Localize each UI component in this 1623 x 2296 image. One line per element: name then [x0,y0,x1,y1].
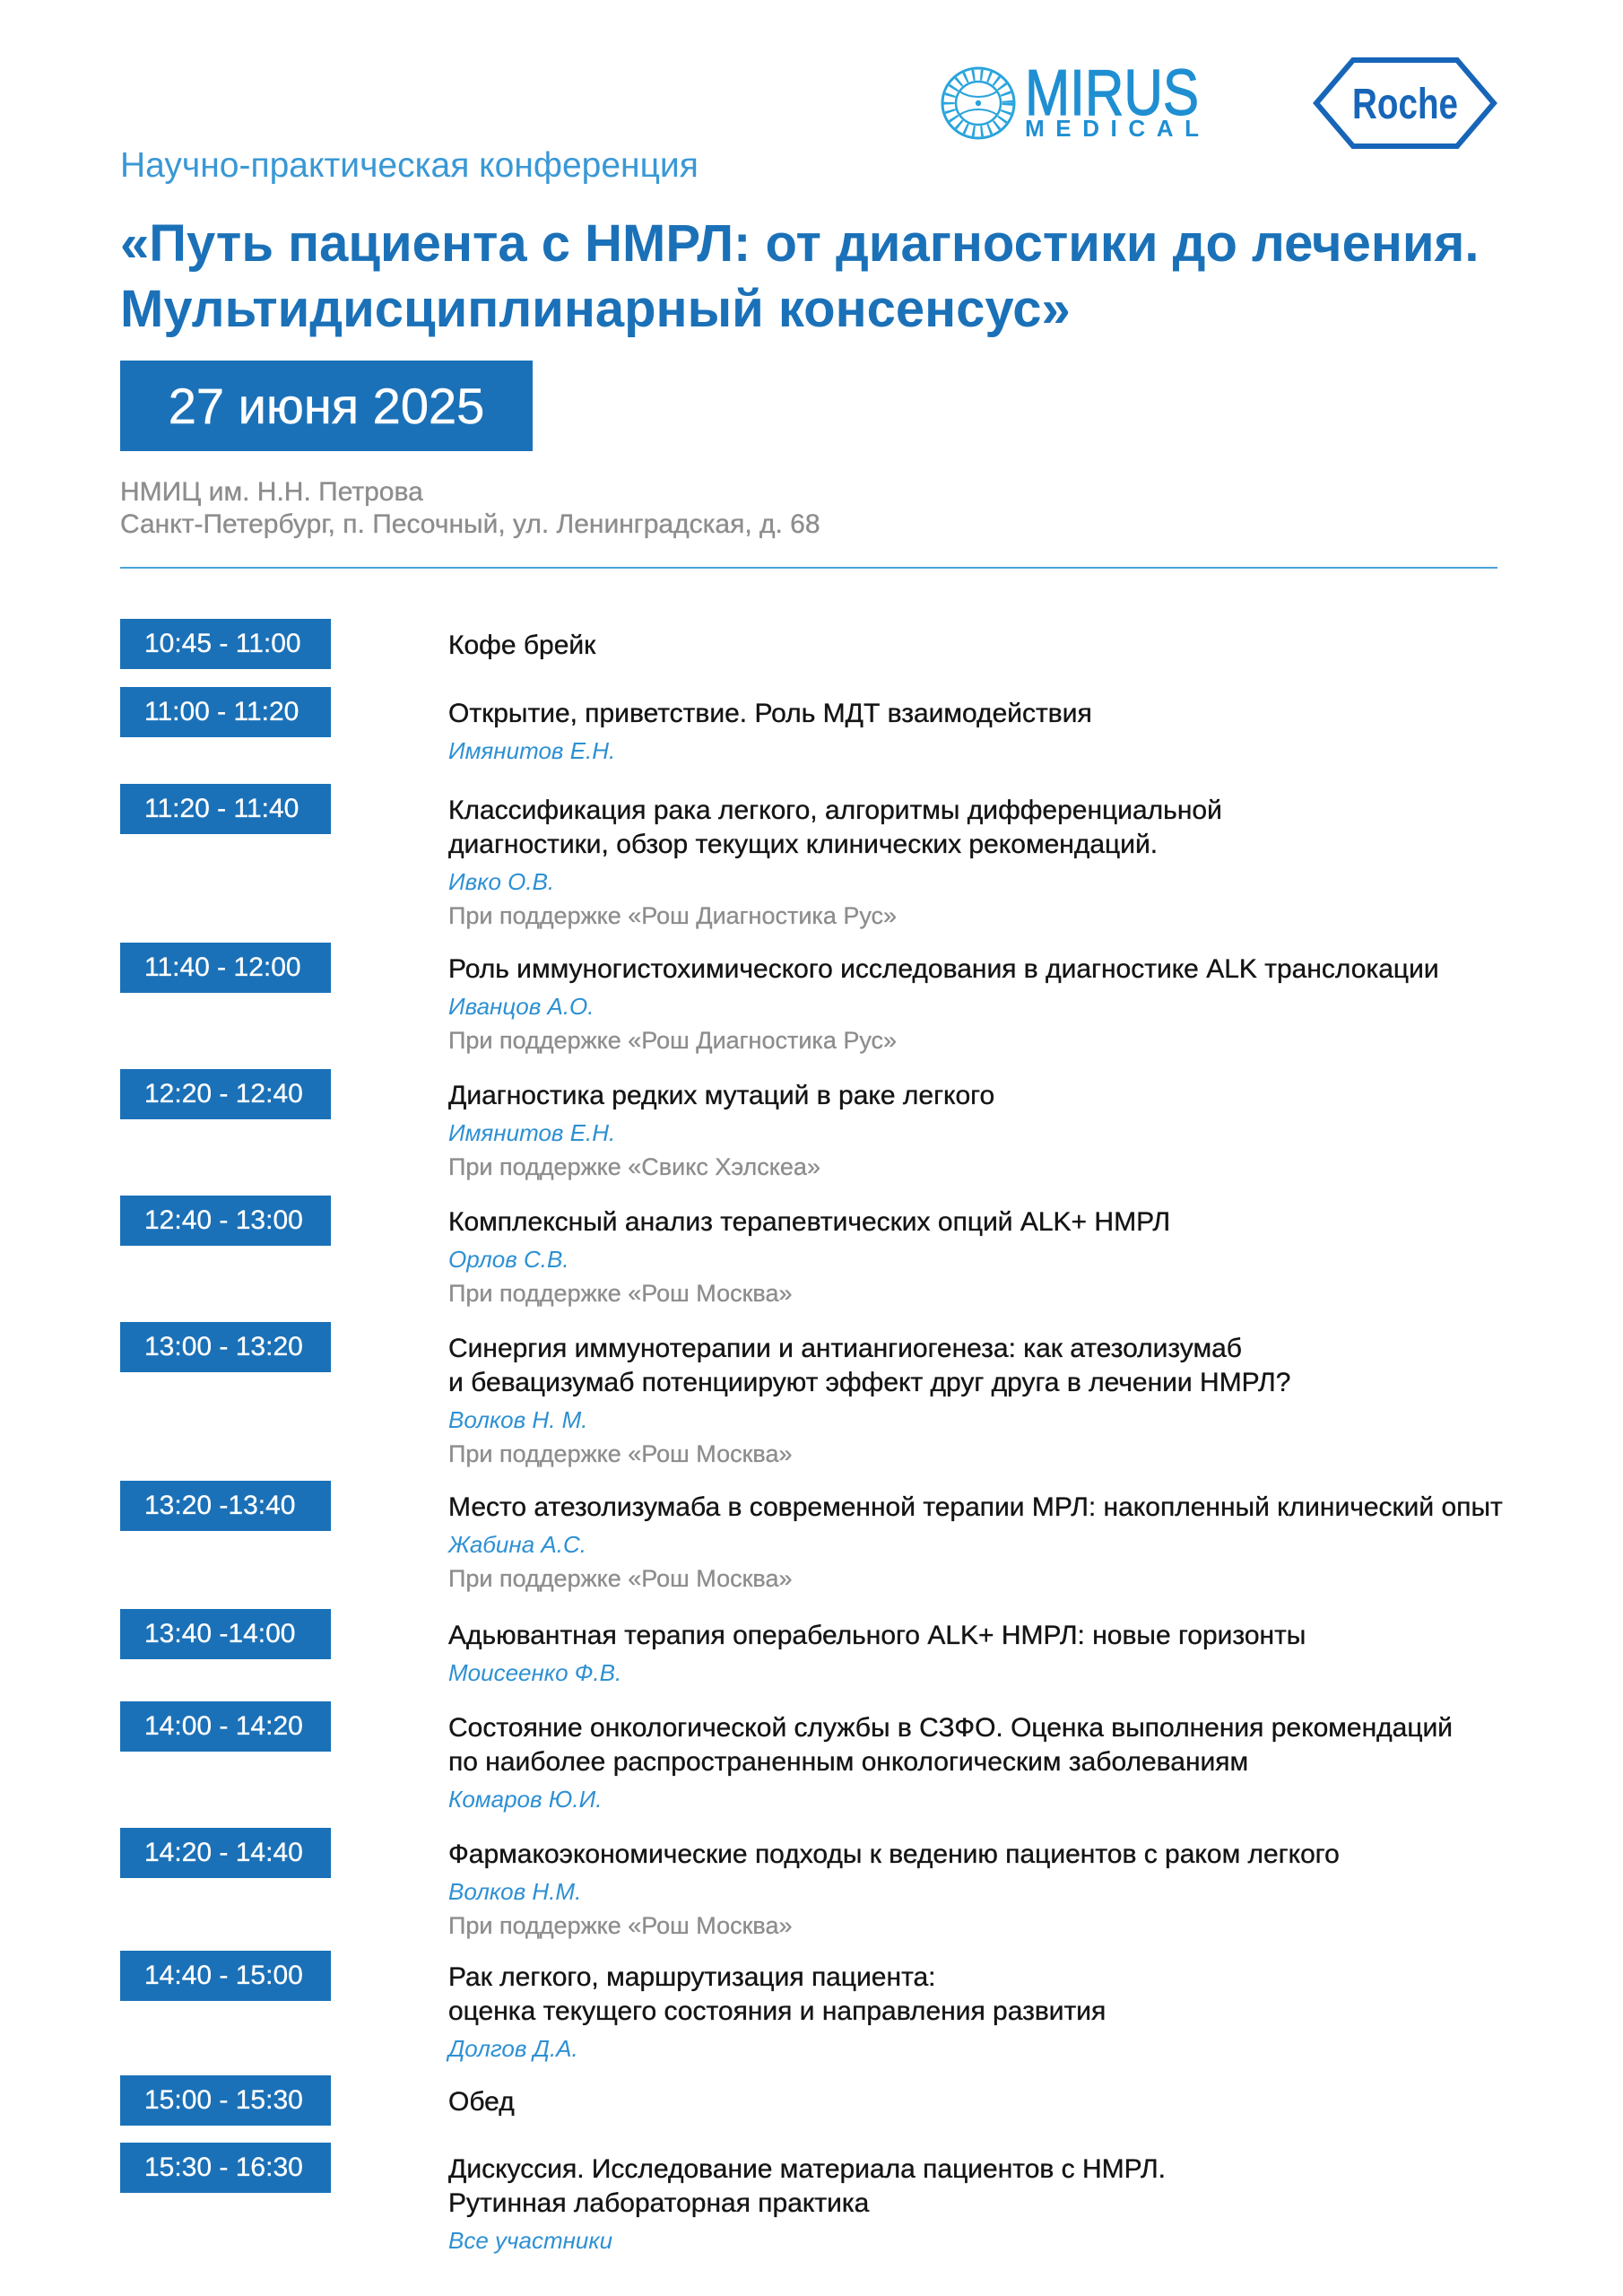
speaker-name: Волков Н. М. [448,1406,588,1433]
conference-title [120,211,1480,342]
session-details [448,619,1524,663]
session-title [448,1332,1524,1400]
session-title-line: оценка текущего состояния и направления развития [448,1996,1107,2026]
session-details [448,687,1524,768]
session-details [448,943,1524,1057]
time-slot-badge [120,1069,331,1119]
session-title [448,1961,1524,2029]
session-details [448,1951,1524,2066]
time-slot-badge [120,943,331,993]
event-date-badge [120,361,533,451]
time-slot-badge [120,1196,331,1246]
session-title [448,697,1524,731]
speaker-name: Долгов Д.А. [448,2035,578,2062]
session-title-line: и бевацизумаб потенциируют эффект друг друга в лечении НМРЛ? [448,1368,1291,1397]
sponsor-note: При поддержке «Рош Москва» [448,1912,793,1939]
session-details [448,1069,1524,1184]
speaker-name: Орлов С.В. [448,1246,569,1273]
session-title [448,1079,1524,1113]
sponsor-note: При поддержке «Рош Москва» [448,1565,793,1592]
roche-wordmark: Roche [1352,81,1458,128]
speaker-name: Все участники [448,2227,613,2254]
sponsor-note: При поддержке «Рош Москва» [448,1440,793,1467]
session-title-line: Роль иммуногистохимического исследования в диагностике ALK транслокации [448,954,1439,984]
session-title [448,2152,1524,2221]
time-slot: 13:40 -14:00 [144,1619,296,1648]
speaker-name: Комаров Ю.И. [448,1786,603,1813]
time-slot: 14:20 - 14:40 [144,1838,303,1867]
time-slot: 12:20 - 12:40 [144,1079,303,1109]
session-details [448,1701,1524,1816]
session-details [448,1196,1524,1310]
time-slot-badge [120,1609,331,1659]
sponsor-note: При поддержке «Рош Диагностика Рус» [448,902,898,929]
session-details [448,1828,1524,1943]
session-title [448,629,1524,663]
mirus-medical-logo [940,61,1202,144]
time-slot: 11:20 - 11:40 [144,794,299,823]
roche-logo [1311,56,1499,151]
session-title-line: Обед [448,2087,515,2117]
session-details [448,1322,1524,1471]
session-title-line: Синергия иммунотерапии и антиангиогенеза: как атезолизумаб [448,1334,1242,1363]
session-title [448,2085,1524,2119]
session-details [448,784,1524,933]
time-slot-badge [120,2075,331,2126]
session-title-line: Рутинная лабораторная практика [448,2188,870,2218]
event-date: 27 июня 2025 [168,378,485,434]
session-title [448,1491,1524,1525]
time-slot: 14:40 - 15:00 [144,1961,303,1990]
session-title [448,952,1524,987]
session-title-line: Дискуссия. Исследование материала пациентов с НМРЛ. [448,2154,1166,2184]
time-slot: 13:00 - 13:20 [144,1332,303,1361]
mirus-tagline: MEDICAL [1025,115,1199,142]
session-title [448,794,1524,862]
header-divider [120,567,1497,569]
speaker-name: Жабина А.С. [448,1531,586,1558]
session-title-line: диагностики, обзор текущих клинических рекомендаций. [448,830,1159,859]
time-slot-badge [120,1828,331,1878]
time-slot-badge [120,619,331,669]
sponsor-note: При поддержке «Рош Диагностика Рус» [448,1027,898,1054]
time-slot: 11:00 - 11:20 [144,697,299,726]
session-title-line: Диагностика редких мутаций в раке легкого [448,1081,995,1110]
speaker-name: Волков Н.М. [448,1878,582,1905]
session-title [448,1205,1524,1239]
time-slot: 10:45 - 11:00 [144,629,301,658]
session-title-line: Фармакоэкономические подходы к ведению пациентов с раком легкого [448,1839,1340,1869]
time-slot: 15:30 - 16:30 [144,2152,303,2182]
speaker-name: Иванцов А.О. [448,993,595,1020]
session-title-line: Состояние онкологической службы в СЗФО. Оценка выполнения рекомендаций [448,1713,1454,1743]
session-title [448,1619,1524,1653]
time-slot-badge [120,784,331,834]
session-title-line: Комплексный анализ терапевтических опций ALK+ НМРЛ [448,1207,1171,1237]
session-details [448,1609,1524,1690]
speaker-name: Имянитов Е.Н. [448,1119,616,1146]
venue-name: НМИЦ им. Н.Н. Петрова [120,477,423,507]
time-slot-badge [120,1701,331,1752]
session-title-line: Адьювантная терапия операбельного ALK+ НМРЛ: новые горизонты [448,1621,1306,1650]
time-slot: 12:40 - 13:00 [144,1205,303,1235]
mirus-wordmark: MIRUS [1025,61,1199,129]
session-details [448,2143,1524,2257]
sponsor-note: При поддержке «Рош Москва» [448,1280,793,1307]
time-slot: 13:20 -13:40 [144,1491,296,1520]
mirus-emblem-icon [942,68,1014,138]
session-title-line: Открытие, приветствие. Роль МДТ взаимодействия [448,699,1092,728]
session-title-line: по наиболее распространенным онкологическим заболеваниям [448,1747,1249,1777]
speaker-name: Моисеенко Ф.В. [448,1659,622,1686]
time-slot: 15:00 - 15:30 [144,2085,303,2115]
session-title-line: Место атезолизумаба в современной терапии МРЛ: накопленный клинический опыт [448,1492,1503,1522]
time-slot: 14:00 - 14:20 [144,1711,303,1741]
conference-title-line: «Путь пациента с НМРЛ: от диагностики до лечения. [120,214,1480,273]
venue-address: Санкт-Петербург, п. Песочный, ул. Ленинградская, д. 68 [120,509,820,539]
time-slot-badge [120,687,331,737]
sponsor-note: При поддержке «Свикс Хэлскеа» [448,1153,820,1180]
time-slot: 11:40 - 12:00 [144,952,301,982]
session-title [448,1711,1524,1779]
time-slot-badge [120,1322,331,1372]
time-slot-badge [120,1481,331,1531]
session-details [448,1481,1524,1596]
session-title-line: Рак легкого, маршрутизация пациента: [448,1962,936,1992]
session-title-line: Классификация рака легкого, алгоритмы дифференциальной [448,796,1222,825]
session-details [448,2075,1524,2119]
speaker-name: Ивко О.В. [448,868,555,895]
conference-title-line: Мультидисциплинарный консенсус» [120,280,1071,338]
time-slot-badge [120,1951,331,2001]
session-title-line: Кофе брейк [448,631,596,660]
time-slot-badge [120,2143,331,2193]
session-title [448,1838,1524,1872]
speaker-name: Имянитов Е.Н. [448,737,616,764]
conference-type-label: Научно-практическая конференция [120,146,699,185]
